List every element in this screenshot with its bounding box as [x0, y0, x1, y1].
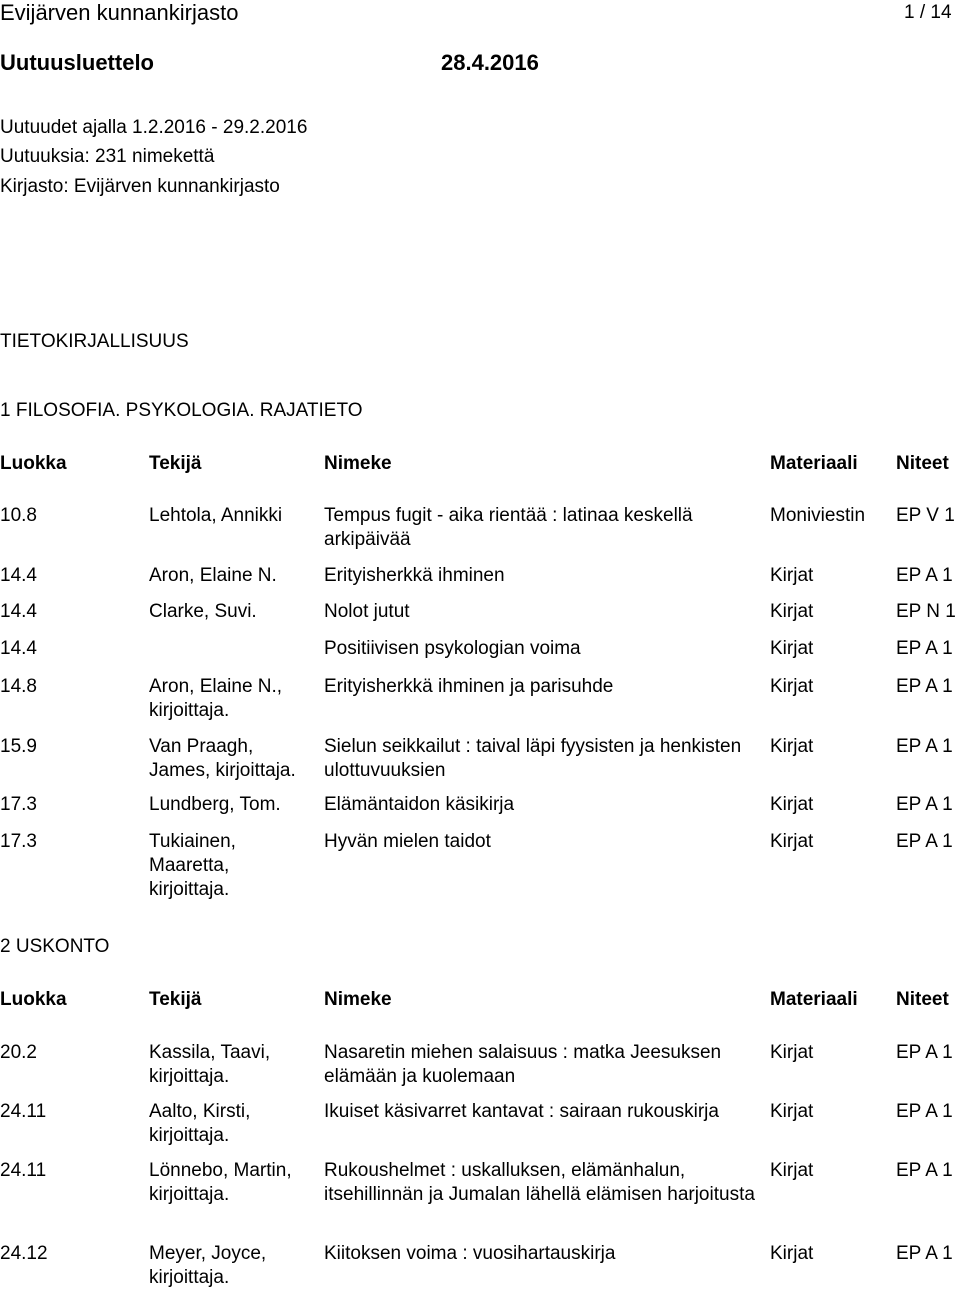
row-author: Lönnebo, Martin, kirjoittaja. — [149, 1160, 292, 1205]
row-author: Aalto, Kirsti, kirjoittaja. — [149, 1101, 251, 1146]
row-title: Kiitoksen voima : vuosihartauskirja — [324, 1243, 616, 1264]
library-name: Evijärven kunnankirjasto — [0, 0, 239, 25]
row-class: 17.3 — [0, 831, 37, 852]
col-title: Nimeke — [324, 989, 392, 1010]
row-author: Kassila, Taavi, kirjoittaja. — [149, 1042, 271, 1087]
row-notes: EP A 1 — [896, 676, 953, 697]
col-author: Tekijä — [149, 989, 202, 1010]
section-title-1: 1 FILOSOFIA. PSYKOLOGIA. RAJATIETO — [0, 400, 363, 421]
row-class: 20.2 — [0, 1042, 37, 1063]
row-class: 10.8 — [0, 505, 37, 526]
row-class: 14.4 — [0, 601, 37, 622]
row-author: Lundberg, Tom. — [149, 794, 281, 815]
col-class: Luokka — [0, 989, 67, 1010]
col-notes: Niteet — [896, 453, 949, 474]
row-title: Positiivisen psykologian voima — [324, 638, 581, 659]
row-title: Elämäntaidon käsikirja — [324, 794, 515, 815]
section-title-2: 2 USKONTO — [0, 936, 110, 957]
row-material: Kirjat — [770, 601, 814, 622]
row-title: Sielun seikkailut : taival läpi fyysisten ja henkisten ulottuvuuksien — [324, 736, 742, 781]
row-material: Kirjat — [770, 1160, 814, 1181]
row-title: Erityisherkkä ihminen ja parisuhde — [324, 676, 614, 697]
row-class: 17.3 — [0, 794, 37, 815]
library-text: Kirjasto: Evijärven kunnankirjasto — [0, 176, 280, 197]
row-material: Kirjat — [770, 676, 814, 697]
row-class: 15.9 — [0, 736, 37, 757]
row-notes: EP A 1 — [896, 831, 953, 852]
row-author: Aron, Elaine N. — [149, 565, 277, 586]
list-date: 28.4.2016 — [441, 50, 539, 75]
row-title: Nasaretin miehen salaisuus : matka Jeesuksen elämään ja kuolemaan — [324, 1042, 722, 1087]
count-text: Uutuuksia: 231 nimekettä — [0, 146, 215, 167]
row-title: Rukoushelmet : uskalluksen, elämänhalun, itsehillinnän ja Jumalan lähellä elämisen harjoitusta — [324, 1160, 755, 1205]
row-class: 14.4 — [0, 565, 37, 586]
col-class: Luokka — [0, 453, 67, 474]
row-author: Clarke, Suvi. — [149, 601, 257, 622]
row-title: Erityisherkkä ihminen — [324, 565, 505, 586]
main-category: TIETOKIRJALLISUUS — [0, 331, 189, 352]
row-class: 24.12 — [0, 1243, 48, 1264]
col-notes: Niteet — [896, 989, 949, 1010]
row-material: Kirjat — [770, 1101, 814, 1122]
period-text: Uutuudet ajalla 1.2.2016 - 29.2.2016 — [0, 117, 308, 138]
row-title: Tempus fugit - aika rientää : latinaa keskellä arkipäivää — [324, 505, 693, 550]
row-class: 24.11 — [0, 1101, 47, 1122]
row-author: Meyer, Joyce, kirjoittaja. — [149, 1243, 267, 1288]
col-material: Materiaali — [770, 453, 858, 474]
row-class: 14.8 — [0, 676, 37, 697]
row-material: Kirjat — [770, 794, 814, 815]
row-title: Nolot jutut — [324, 601, 410, 622]
row-author: Tukiainen, Maaretta, kirjoittaja. — [149, 831, 236, 900]
row-material: Kirjat — [770, 1243, 814, 1264]
row-material: Kirjat — [770, 638, 814, 659]
row-class: 24.11 — [0, 1160, 47, 1181]
row-class: 14.4 — [0, 638, 37, 659]
row-notes: EP N 1 — [896, 601, 956, 622]
col-title: Nimeke — [324, 453, 392, 474]
list-title: Uutuusluettelo — [0, 50, 154, 75]
col-material: Materiaali — [770, 989, 858, 1010]
row-notes: EP A 1 — [896, 1160, 953, 1181]
row-material: Kirjat — [770, 831, 814, 852]
col-author: Tekijä — [149, 453, 202, 474]
page-number: 1 / 14 — [904, 2, 952, 23]
row-author: Aron, Elaine N., kirjoittaja. — [149, 676, 283, 721]
row-material: Kirjat — [770, 1042, 814, 1063]
row-notes: EP A 1 — [896, 736, 953, 757]
row-notes: EP V 1 — [896, 505, 955, 526]
row-author: Lehtola, Annikki — [149, 505, 283, 526]
row-notes: EP A 1 — [896, 794, 953, 815]
row-material: Kirjat — [770, 736, 814, 757]
row-notes: EP A 1 — [896, 565, 953, 586]
row-notes: EP A 1 — [896, 1101, 953, 1122]
row-material: Kirjat — [770, 565, 814, 586]
row-title: Ikuiset käsivarret kantavat : sairaan rukouskirja — [324, 1101, 719, 1122]
row-title: Hyvän mielen taidot — [324, 831, 491, 852]
row-notes: EP A 1 — [896, 1243, 953, 1264]
row-material: Moniviestin — [770, 505, 866, 526]
row-notes: EP A 1 — [896, 1042, 953, 1063]
row-notes: EP A 1 — [896, 638, 953, 659]
row-author: Van Praagh, James, kirjoittaja. — [149, 736, 296, 781]
